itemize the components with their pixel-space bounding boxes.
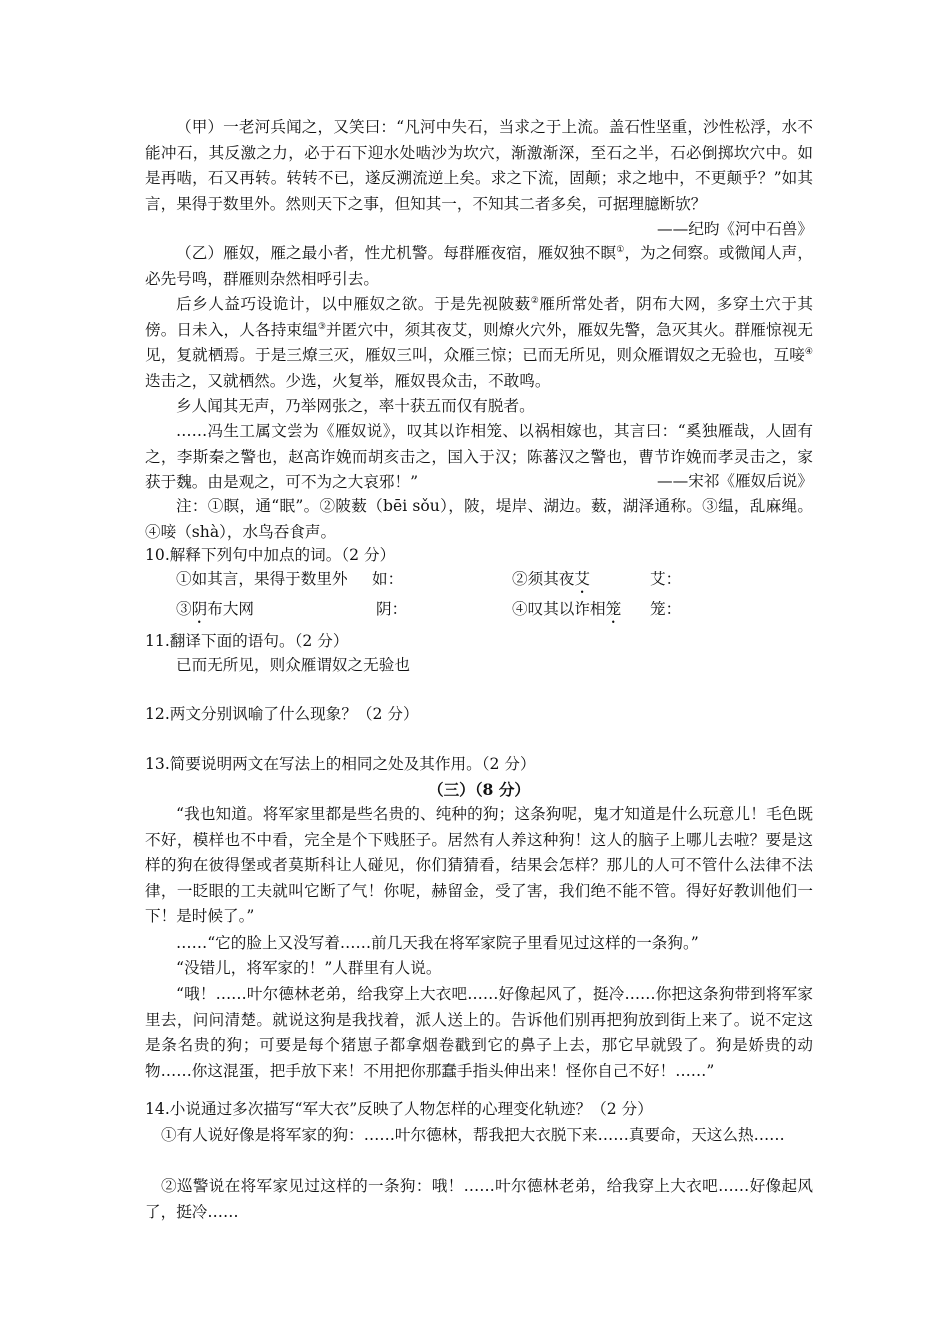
q10-item-2: ②须其夜艾: [512, 570, 590, 588]
dotted-word: 艾: [574, 570, 590, 588]
passage-jia: [145, 115, 813, 217]
passage-jia-source: ——纪昀《河中石兽》: [657, 220, 813, 238]
section-3-paragraph-2: ……“它的脸上又没写着……前几天我在将军家院子里看见过这样的一条狗。”: [176, 934, 699, 952]
question-14-title: 14.小说通过多次描写“军大衣”反映了人物怎样的心理变化轨迹？（2 分）: [145, 1100, 653, 1118]
section-3-paragraph-4: “哦！……叶尔德林老弟，给我穿上大衣吧……好像起风了，挺冷……你把这条狗带到将军家里去，问问清楚。就说这狗是我找着，派人送上的。告诉他们别再把狗放到街上来了。说不定这是条名贵的狗；可要是每个猪崽子都拿烟卷戳到它的鼻子上去，那它早就毁了。狗是娇贵的动物……你这混蛋，把手放下来！不用把你那蠢手指头伸出来！怪你自己不好！……”: [145, 985, 813, 1080]
q10-item-2-answer-label: 艾：: [650, 570, 682, 588]
section-3-heading: （三）（8 分）: [427, 780, 531, 799]
passage-yi-paragraph-1: （乙）雁奴，雁之最小者，性尤机警。每群雁夜宿，雁奴独不瞑①，为之伺察。或微闻人声，必先号鸣，群雁则杂然相呼引去。: [145, 244, 813, 288]
dotted-word: 阴: [191, 600, 208, 618]
q10-item-4-answer-label: 笼：: [650, 600, 682, 618]
question-14-item-1: ①有人说好像是将军家的狗：……叶尔德林，帮我把大衣脱下来……真要命，天这么热……: [161, 1126, 785, 1144]
passage-yi-source: ——宋祁《雁奴后说》: [657, 472, 813, 490]
section-3-paragraph-3: “没错儿，将军家的！”人群里有人说。: [176, 959, 442, 977]
passage-yi-paragraph-4: ……冯生工属文尝为《雁奴说》，叹其以诈相笼、以祸相嫁也，其言曰：“奚独雁哉，人固有之，李斯秦之警也，赵高诈娩而胡亥击之，国入于汉；陈蕃汉之警也，曹节诈娩而孝灵击之，家获于魏。由是观之，可不为之大哀邪！”: [145, 422, 813, 492]
dotted-word: 笼: [605, 600, 622, 618]
footnote-marker: ①: [616, 244, 625, 255]
question-11-title: 11.翻译下面的语句。（2 分）: [145, 632, 349, 650]
question-11-sentence: 已而无所见，则众雁谓奴之无验也: [176, 656, 410, 674]
q10-item-3: ③阴布大网: [176, 600, 255, 618]
question-12-title: 12.两文分别讽喻了什么现象？（2 分）: [145, 705, 419, 723]
passage-yi-paragraph-2: 后乡人益巧设诡计，以中雁奴之欲。于是先视陂薮②雁所常处者，阴布大网，多穿土穴于其傍。日未入，人各持束缊③并匿穴中，须其夜艾，则燎火穴外，雁奴先警，急灭其火。群雁惊视无见，复就栖焉。于是三燎三灭，雁奴三叫，众雁三惊；已而无所见，则众雁谓奴之无验也，互唼④迭击之，又就栖然。少选，火复举，雁奴畏众击，不敢鸣。: [145, 295, 813, 390]
q10-item-1-answer-label: 如：: [372, 570, 404, 588]
question-14-item-2: ②巡警说在将军家见过这样的一条狗：哦！……叶尔德林老弟，给我穿上大衣吧……好像起风了，挺冷……: [145, 1177, 813, 1221]
question-10-title: 10.解释下列句中加点的词。（2 分）: [145, 546, 396, 564]
footnotes: 注：①瞑，通“眠”。②陂薮（bēi sǒu），陂，堤岸、湖边。薮，湖泽通称。③缊，乱麻绳。④唼（shà），水鸟吞食声。: [145, 497, 813, 541]
question-13-title: 13.简要说明两文在写法上的相同之处及其作用。（2 分）: [145, 755, 536, 773]
q10-item-3-answer-label: 阴：: [376, 600, 408, 618]
footnote-marker: ②: [530, 295, 540, 306]
q10-item-1: ①如其言，果得于数里外: [176, 570, 348, 588]
passage-yi-paragraph-3: 乡人闻其无声，乃举网张之，率十获五而仅有脱者。: [176, 397, 535, 415]
footnote-marker: ④: [804, 347, 813, 357]
footnote-marker: ③: [317, 321, 327, 332]
passage-jia-body: （甲）一老河兵闻之，又笑曰：“凡河中失石，当求之于上流。盖石性坚重，沙性松浮，水不能冲石，其反激之力，必于石下迎水处啮沙为坎穴，渐激渐深，至石之半，石必倒掷坎穴中。如是再啮，石又再转。转转不已，遂反溯流逆上矣。求之下流，固颠；求之地中，不更颠乎？”如其言，果得于数里外。然则天下之事，但知其一，不知其二者多矣，可据理臆断欤？: [145, 118, 813, 213]
section-3-paragraph-1: “我也知道。将军家里都是些名贵的、纯种的狗；这条狗呢，鬼才知道是什么玩意儿！毛色既不好，模样也不中看，完全是个下贱胚子。居然有人养这种狗！这人的脑子上哪儿去啦？要是这样的狗在彼得堡或者莫斯科让人碰见，你们猜猜看，结果会怎样？那儿的人可不管什么法律不法律，一眨眼的工夫就叫它断了气！你呢，赫留金，受了害，我们绝不能不管。得好好教训他们一下！是时候了。”: [145, 805, 813, 926]
q10-item-4: ④叹其以诈相笼: [512, 600, 622, 618]
